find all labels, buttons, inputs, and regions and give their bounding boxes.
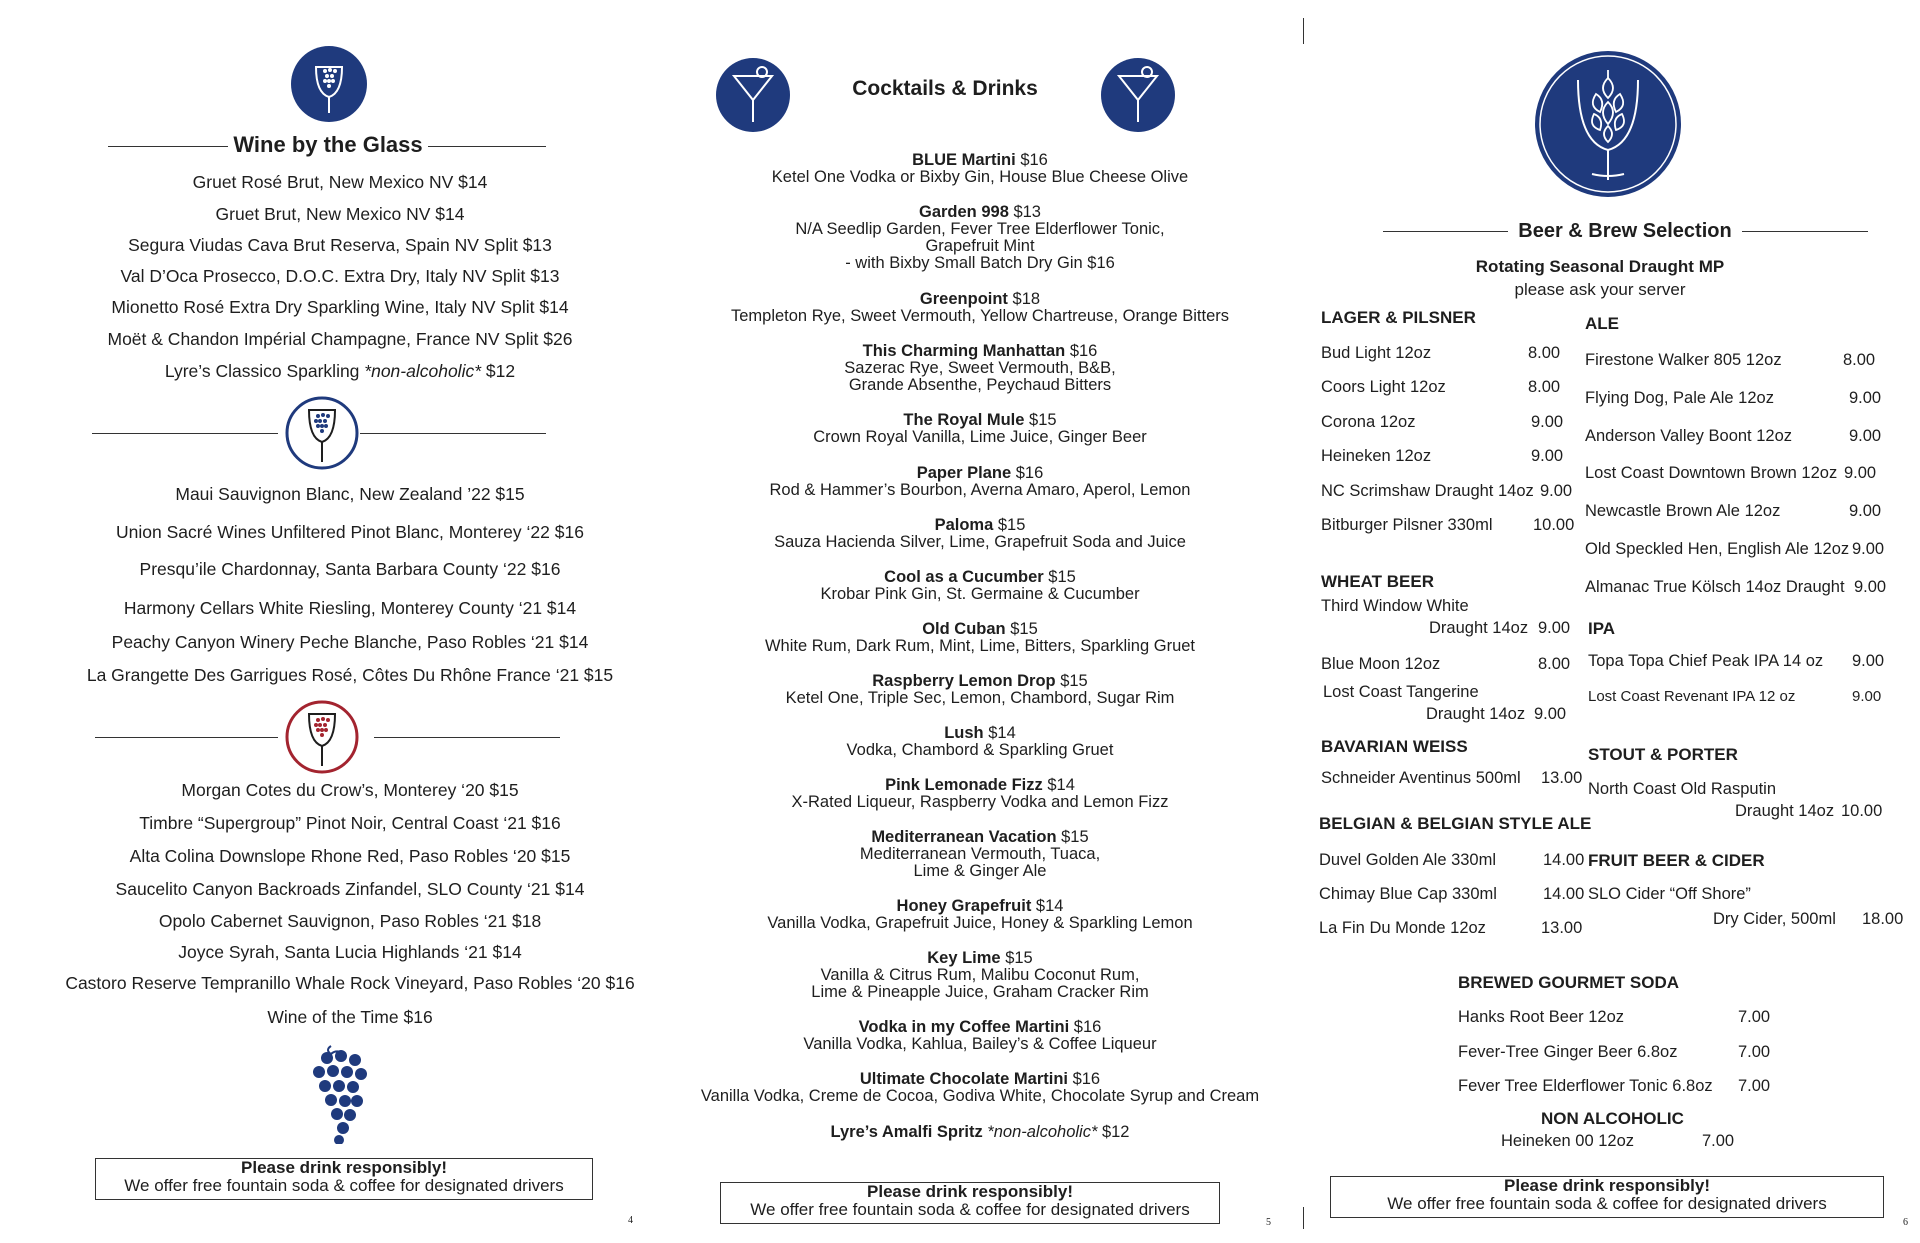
beer-price: 9.00 <box>1852 688 1882 705</box>
stout-header: STOUT & PORTER <box>1588 745 1738 764</box>
cocktail-item: Key Lime $15 Vanilla & Citrus Rum, Malibu Coconut Rum, Lime & Pineapple Juice, Graham Cracker Rim <box>811 949 1149 1001</box>
beer-item: Bitburger Pilsner 330ml <box>1321 516 1493 534</box>
wine-item: Union Sacré Wines Unfiltered Pinot Blanc, Monterey ‘22 $16 <box>116 522 584 542</box>
wine-item: Gruet Brut, New Mexico NV $14 <box>215 204 465 224</box>
beer-item: Blue Moon 12oz <box>1321 655 1441 673</box>
beer-item: Heineken 00 12oz <box>1501 1132 1635 1150</box>
wine-item: Joyce Syrah, Santa Lucia Highlands ‘21 $14 <box>178 942 522 962</box>
notice-text: We offer free fountain soda & coffee for designated drivers <box>750 1200 1190 1219</box>
beer-item: Heineken 12oz <box>1321 447 1432 465</box>
beer-price: 8.00 <box>1843 351 1876 369</box>
beer-item: Almanac True Kölsch 14oz Draught <box>1585 578 1845 596</box>
beer-price: 13.00 <box>1541 769 1583 787</box>
beer-item: Anderson Valley Boont 12oz <box>1585 427 1792 445</box>
rotating-note: please ask your server <box>1514 280 1686 299</box>
beer-item: Fever-Tree Ginger Beer 6.8oz <box>1458 1043 1678 1061</box>
beer-heading: Beer & Brew Selection <box>1518 220 1732 242</box>
grape-cluster-icon <box>305 1042 377 1144</box>
wine-item: Lyre’s Classico Sparkling *non-alcoholic* $12 <box>164 361 516 381</box>
cocktail-item: Greenpoint $18 Templeton Rye, Sweet Vermouth, Yellow Chartreuse, Orange Bitters <box>730 290 1229 325</box>
cocktail-item: BLUE Martini $16 Ketel One Vodka or Bixby Gin, House Blue Cheese Olive <box>771 151 1189 186</box>
wine-item: Mionetto Rosé Extra Dry Sparkling Wine, Italy NV Split $14 <box>111 297 569 317</box>
wine-item: Saucelito Canyon Backroads Zinfandel, SLO County ‘21 $14 <box>115 879 585 899</box>
cocktail-item: Mediterranean Vacation $15 Mediterranean Vermouth, Tuaca, Lime & Ginger Ale <box>859 828 1101 880</box>
cocktail-item: Raspberry Lemon Drop $15 Ketel One, Triple Sec, Lemon, Chambord, Sugar Rim <box>785 672 1175 707</box>
divider <box>1383 231 1508 232</box>
wine-item: La Grangette Des Garrigues Rosé, Côtes Du Rhône France ‘21 $15 <box>86 665 614 685</box>
white-wine-glass-icon <box>285 396 359 470</box>
beer-price: 8.00 <box>1528 344 1561 362</box>
wine-item: Gruet Rosé Brut, New Mexico NV $14 <box>192 172 488 192</box>
cocktail-item: Old Cuban $15 White Rum, Dark Rum, Mint, Lime, Bitters, Sparkling Gruet <box>764 620 1196 655</box>
beer-price: 9.00 <box>1538 619 1571 637</box>
cocktail-item: Cool as a Cucumber $15 Krobar Pink Gin, St. Germaine & Cucumber <box>820 568 1140 603</box>
beer-item: Lost Coast Downtown Brown 12oz <box>1585 464 1838 482</box>
cocktail-item: Vodka in my Coffee Martini $16 Vanilla Vodka, Kahlua, Bailey’s & Coffee Liqueur <box>803 1018 1157 1053</box>
beer-price: 7.00 <box>1738 1008 1771 1026</box>
wine-item: Moët & Chandon Impérial Champagne, France NV Split $26 <box>107 329 573 349</box>
beer-price: 9.00 <box>1844 464 1877 482</box>
ale-header: ALE <box>1585 314 1619 333</box>
beer-item: Draught 14oz <box>1735 802 1835 820</box>
notice-text: We offer free fountain soda & coffee for designated drivers <box>124 1176 564 1195</box>
wine-item: Maui Sauvignon Blanc, New Zealand ’22 $15 <box>175 484 525 504</box>
beer-price: 14.00 <box>1543 885 1585 903</box>
wine-item: Wine of the Time $16 <box>267 1007 433 1027</box>
cocktails-heading: Cocktails & Drinks <box>852 77 1038 100</box>
beer-item: Topa Topa Chief Peak IPA 14 oz <box>1588 652 1824 670</box>
cocktail-item: Honey Grapefruit $14 Vanilla Vodka, Grapefruit Juice, Honey & Sparkling Lemon <box>767 897 1193 932</box>
beer-price: 7.00 <box>1738 1043 1771 1061</box>
red-wine-list <box>30 778 670 1035</box>
cocktail-item: This Charming Manhattan $16 Sazerac Rye, Sweet Vermouth, B&B, Grande Absenthe, Peychaud Bitters <box>844 342 1116 394</box>
wine-item: Presqu’ile Chardonnay, Santa Barbara County ‘22 $16 <box>139 559 561 579</box>
cocktail-glass-icon <box>716 58 790 132</box>
notice-title: Please drink responsibly! <box>867 1182 1073 1201</box>
beer-item: Coors Light 12oz <box>1321 378 1446 396</box>
beer-item: Lost Coast Revenant IPA 12 oz <box>1588 688 1796 705</box>
wine-item: Val D’Oca Prosecco, D.O.C. Extra Dry, Italy NV Split $13 <box>120 266 560 286</box>
beer-price: 13.00 <box>1541 919 1583 937</box>
beer-item: Newcastle Brown Ale 12oz <box>1585 502 1781 520</box>
beer-price: 14.00 <box>1543 851 1585 869</box>
wine-item: Timbre “Supergroup” Pinot Noir, Central Coast ‘21 $16 <box>139 813 561 833</box>
beer-price: 18.00 <box>1862 910 1904 928</box>
beer-item: Duvel Golden Ale 330ml <box>1319 851 1497 869</box>
page-divider <box>1303 1207 1304 1229</box>
cocktail-item: Paloma $15 Sauza Hacienda Silver, Lime, Grapefruit Soda and Juice <box>774 516 1186 551</box>
rotating-draught: Rotating Seasonal Draught MP <box>1475 257 1725 276</box>
beer-item: Fever Tree Elderflower Tonic 6.8oz <box>1458 1077 1713 1095</box>
beer-item: Hanks Root Beer 12oz <box>1458 1008 1625 1026</box>
beer-item: Firestone Walker 805 12oz <box>1585 351 1782 369</box>
white-wine-glass-icon <box>290 45 368 123</box>
page-number: 5 <box>1266 1217 1271 1228</box>
cocktail-item: Lyre’s Amalfi Spritz *non-alcoholic* $12 <box>830 1123 1130 1141</box>
beer-item: Dry Cider, 500ml <box>1713 910 1836 928</box>
wine-item: Alta Colina Downslope Rhone Red, Paso Robles ‘20 $15 <box>129 846 571 866</box>
notice-box <box>720 1182 1220 1224</box>
cocktail-item: Pink Lemonade Fizz $14 X-Rated Liqueur, Raspberry Vodka and Lemon Fizz <box>791 776 1169 811</box>
beer-item: Schneider Aventinus 500ml <box>1321 769 1521 787</box>
notice-title: Please drink responsibly! <box>241 1158 447 1177</box>
divider <box>1742 231 1868 232</box>
beer-price: 9.00 <box>1849 389 1882 407</box>
beer-item: SLO Cider “Off Shore” <box>1588 885 1751 903</box>
beer-price: 9.00 <box>1534 705 1567 723</box>
beer-price: 8.00 <box>1528 378 1561 396</box>
page-number: 4 <box>628 1215 633 1226</box>
divider <box>360 433 546 434</box>
divider <box>92 433 278 434</box>
beer-price: 9.00 <box>1854 578 1887 596</box>
bavarian-header: BAVARIAN WEISS <box>1321 737 1468 756</box>
wine-item: Segura Viudas Cava Brut Reserva, Spain NV Split $13 <box>128 235 552 255</box>
beer-price: 9.00 <box>1852 652 1885 670</box>
page-divider <box>1303 18 1304 44</box>
divider <box>374 737 560 738</box>
fruit-header: FRUIT BEER & CIDER <box>1588 851 1765 870</box>
beer-item: Draught 14oz <box>1426 705 1526 723</box>
wine-item: Morgan Cotes du Crow’s, Monterey ‘20 $15 <box>181 780 519 800</box>
beer-item: NC Scrimshaw Draught 14oz <box>1321 482 1534 500</box>
cocktail-item: Paper Plane $16 Rod & Hammer’s Bourbon, Averna Amaro, Aperol, Lemon <box>769 464 1191 499</box>
beer-item: Corona 12oz <box>1321 413 1416 431</box>
beer-item: Bud Light 12oz <box>1321 344 1432 362</box>
beer-price: 9.00 <box>1531 413 1564 431</box>
beer-item: North Coast Old Rasputin <box>1588 780 1777 798</box>
beer-item: Flying Dog, Pale Ale 12oz <box>1585 389 1774 407</box>
beer-item: La Fin Du Monde 12oz <box>1319 919 1486 937</box>
beer-price: 10.00 <box>1533 516 1575 534</box>
hop-glass-icon <box>1534 50 1682 198</box>
beer-item: Lost Coast Tangerine <box>1323 683 1479 701</box>
beer-price: 8.00 <box>1538 655 1571 673</box>
divider <box>428 146 546 147</box>
sparkling-list <box>50 170 630 391</box>
beer-price: 9.00 <box>1531 447 1564 465</box>
page-number: 6 <box>1903 1217 1908 1228</box>
notice-title: Please drink responsibly! <box>1504 1176 1710 1195</box>
divider <box>108 146 228 147</box>
wine-item: Opolo Cabernet Sauvignon, Paso Robles ‘21 $18 <box>158 911 542 931</box>
notice-box <box>1330 1176 1884 1218</box>
beer-item: Old Speckled Hen, English Ale 12oz <box>1585 540 1850 558</box>
beer-price: 7.00 <box>1738 1077 1771 1095</box>
beer-price: 9.00 <box>1852 540 1885 558</box>
wheat-header: WHEAT BEER <box>1321 572 1435 591</box>
notice-box <box>95 1158 593 1200</box>
wine-item: Peachy Canyon Winery Peche Blanche, Paso Robles ‘21 $14 <box>111 632 589 652</box>
cocktail-item: Ultimate Chocolate Martini $16 Vanilla Vodka, Creme de Cocoa, Godiva White, Chocolate Syrup and Cream <box>700 1070 1260 1105</box>
cocktail-item: Lush $14 Vodka, Chambord & Sparkling Gruet <box>846 724 1114 759</box>
na-header: NON ALCOHOLIC <box>1541 1109 1684 1128</box>
beer-price: 9.00 <box>1849 502 1882 520</box>
cocktail-item: The Royal Mule $15 Crown Royal Vanilla, Lime Juice, Ginger Beer <box>813 411 1147 446</box>
beer-item: Chimay Blue Cap 330ml <box>1319 885 1497 903</box>
cocktail-glass-icon <box>1101 58 1175 132</box>
soda-header: BREWED GOURMET SODA <box>1458 973 1679 992</box>
red-wine-glass-icon <box>285 700 359 774</box>
beer-item: Draught 14oz <box>1429 619 1529 637</box>
cocktail-item: Garden 998 $13 N/A Seedlip Garden, Fever Tree Elderflower Tonic, Grapefruit Mint - with Bixby Small Batch Dry Gin $16 <box>795 203 1165 272</box>
beer-price: 10.00 <box>1841 802 1883 820</box>
notice-text: We offer free fountain soda & coffee for designated drivers <box>1387 1194 1827 1213</box>
beer-item: Third Window White <box>1321 597 1469 615</box>
beer-price: 9.00 <box>1849 427 1882 445</box>
lager-header: LAGER & PILSNER <box>1321 308 1476 327</box>
beer-price: 7.00 <box>1702 1132 1735 1150</box>
wine-item: Harmony Cellars White Riesling, Monterey County ‘21 $14 <box>123 598 577 618</box>
wine-heading: Wine by the Glass <box>233 132 423 157</box>
white-wine-list <box>50 482 650 693</box>
belgian-header: BELGIAN & BELGIAN STYLE ALE <box>1319 814 1592 833</box>
wine-item: Castoro Reserve Tempranillo Whale Rock Vineyard, Paso Robles ‘20 $16 <box>65 973 635 993</box>
ipa-header: IPA <box>1588 619 1616 638</box>
beer-price: 9.00 <box>1540 482 1573 500</box>
divider <box>95 737 278 738</box>
